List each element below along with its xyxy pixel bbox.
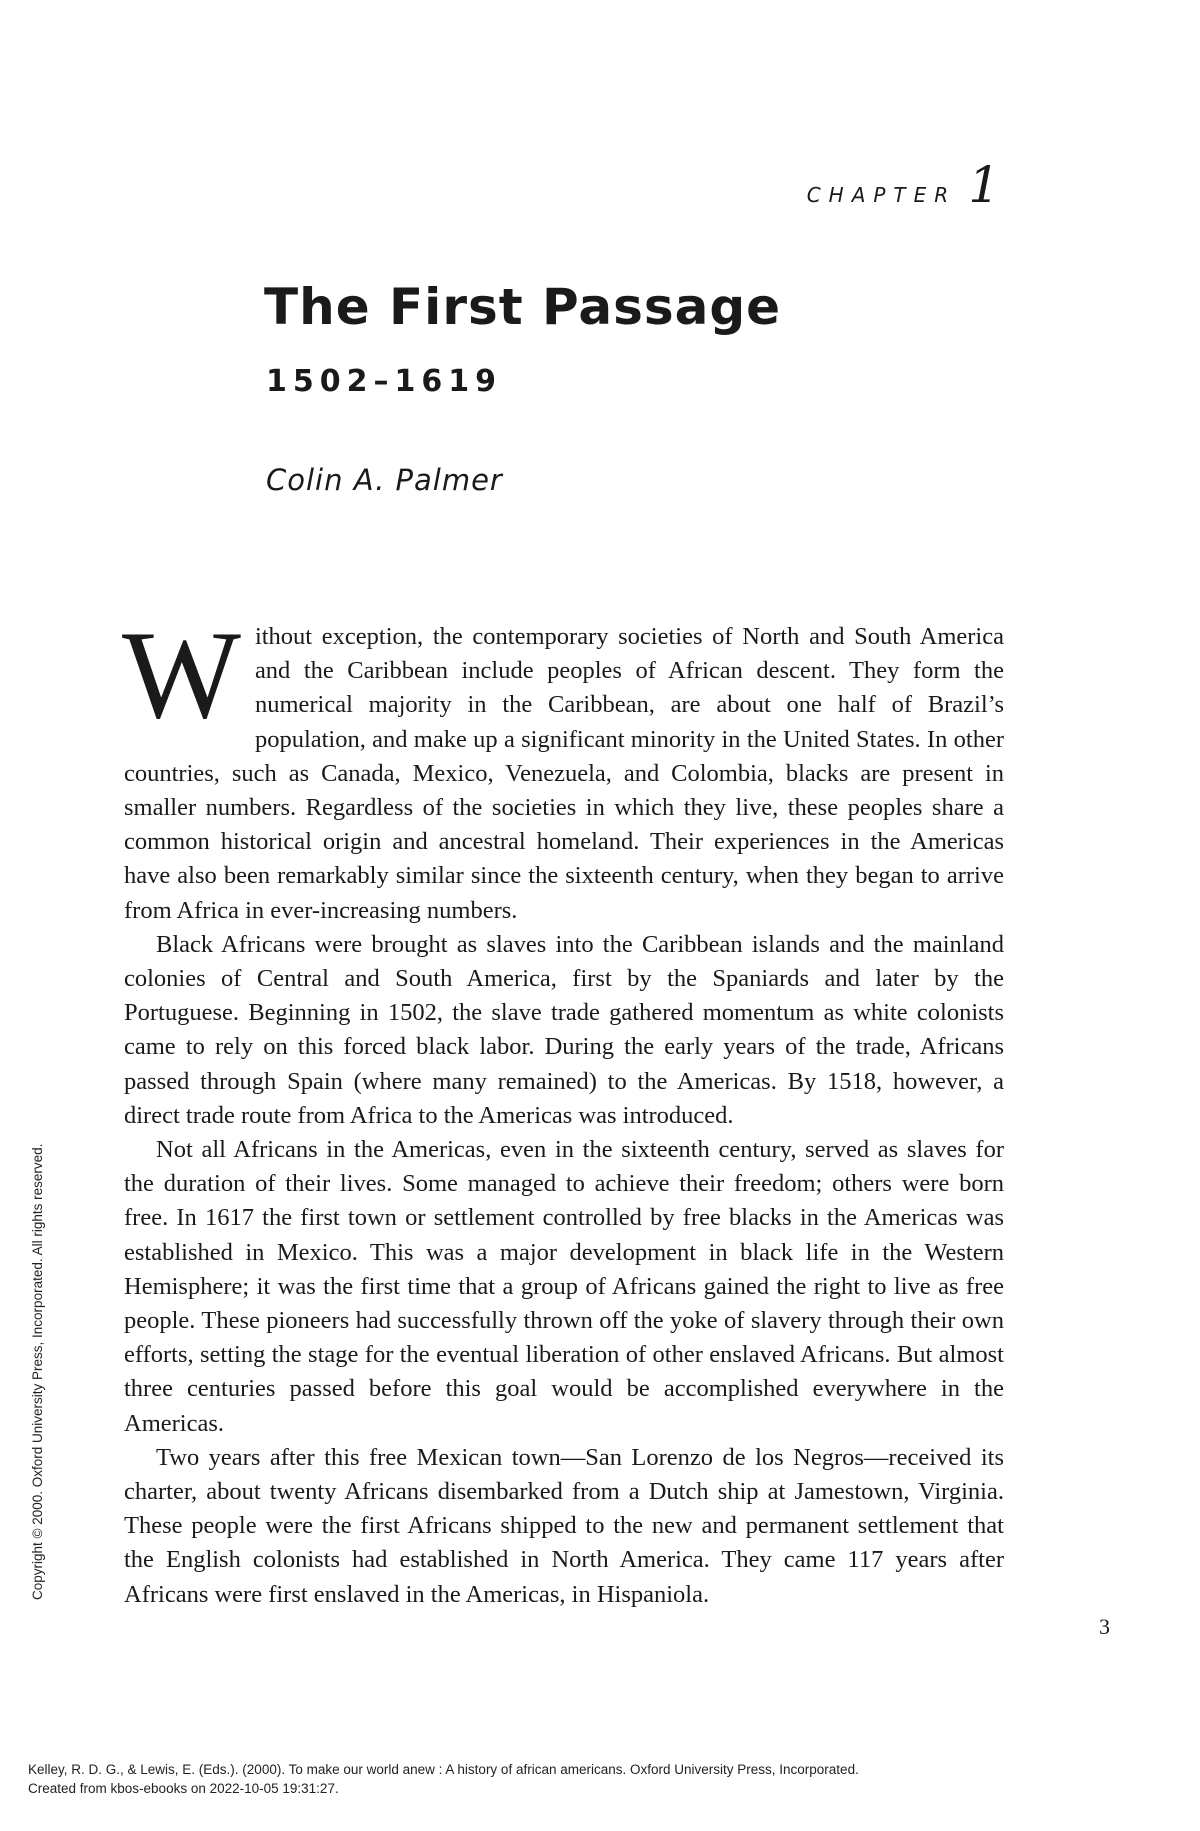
body-paragraph — [122, 606, 1004, 928]
paragraph-text: ithout exception, the contemporary societies of North and South America and the Caribbean include peoples of African descent. They form the numerical majority in the Caribbean, are about one half of Brazil’s population, and make up a significant minority in the United States. In other countries, such as Canada, Mexico, Venezuela, and Colombia, blacks are present in smaller numbers. Regardless of the societies in which they live, these peoples share a common historical origin and ancestral homeland. Their experiences in the Americas have also been remarkably similar since the sixteenth century, when they began to arrive from Africa in ever-increasing numbers. — [124, 623, 1004, 924]
citation-line: Kelley, R. D. G., & Lewis, E. (Eds.). (2000). To make our world anew : A history of african americans. Oxford University Press, Incorporated. — [28, 1762, 859, 1777]
chapter-body — [122, 606, 1004, 1612]
chapter-title: The First Passage — [264, 278, 782, 336]
chapter-number: 1 — [968, 156, 1000, 214]
chapter-label-text: CHAPTER — [806, 183, 957, 207]
chapter-label — [806, 156, 1000, 214]
citation-footer — [28, 1760, 859, 1798]
drop-cap: W — [122, 606, 241, 745]
side-copyright-notice: Copyright © 2000. Oxford University Press, Incorporated. All rights reserved. — [30, 1143, 45, 1600]
page-number: 3 — [1099, 1614, 1110, 1639]
chapter-date-range: 1502–1619 — [266, 364, 502, 399]
body-paragraph: Two years after this free Mexican town—San Lorenzo de los Negros—received its charter, about twenty Africans disembarked from a Dutch ship at Jamestown, Virginia. These people were the first Africans shipped to the new and permanent settlement that the English colonists had established in North America. They came 117 years after Africans were first enslaved in the Americas, in Hispaniola. — [124, 1443, 1004, 1608]
body-paragraph: Not all Africans in the Americas, even in the sixteenth century, served as slaves for the duration of their lives. Some managed to achieve their freedom; others were born free. In 1617 the first town or settlement controlled by free blacks in the Americas was established in Mexico. This was a major development in black life in the Western Hemisphere; it was the first time that a group of Africans gained the right to live as free people. These pioneers had successfully thrown off the yoke of slavery through their own efforts, setting the stage for the eventual liberation of other enslaved Africans. But almost three centuries passed before this goal would be accomplished everywhere in the Americas. — [124, 1136, 1004, 1437]
chapter-author: Colin A. Palmer — [266, 463, 503, 497]
citation-created-line: Created from kbos-ebooks on 2022-10-05 19:31:27. — [28, 1781, 339, 1796]
body-paragraph: Black Africans were brought as slaves into the Caribbean islands and the mainland colonies of Central and South America, first by the Spaniards and later by the Portuguese. Beginning in 1502, the slave trade gathered momentum as white colonists came to rely on this forced black labor. During the early years of the trade, Africans passed through Spain (where many remained) to the Americas. By 1518, however, a direct trade route from Africa to the Americas was introduced. — [124, 930, 1004, 1129]
